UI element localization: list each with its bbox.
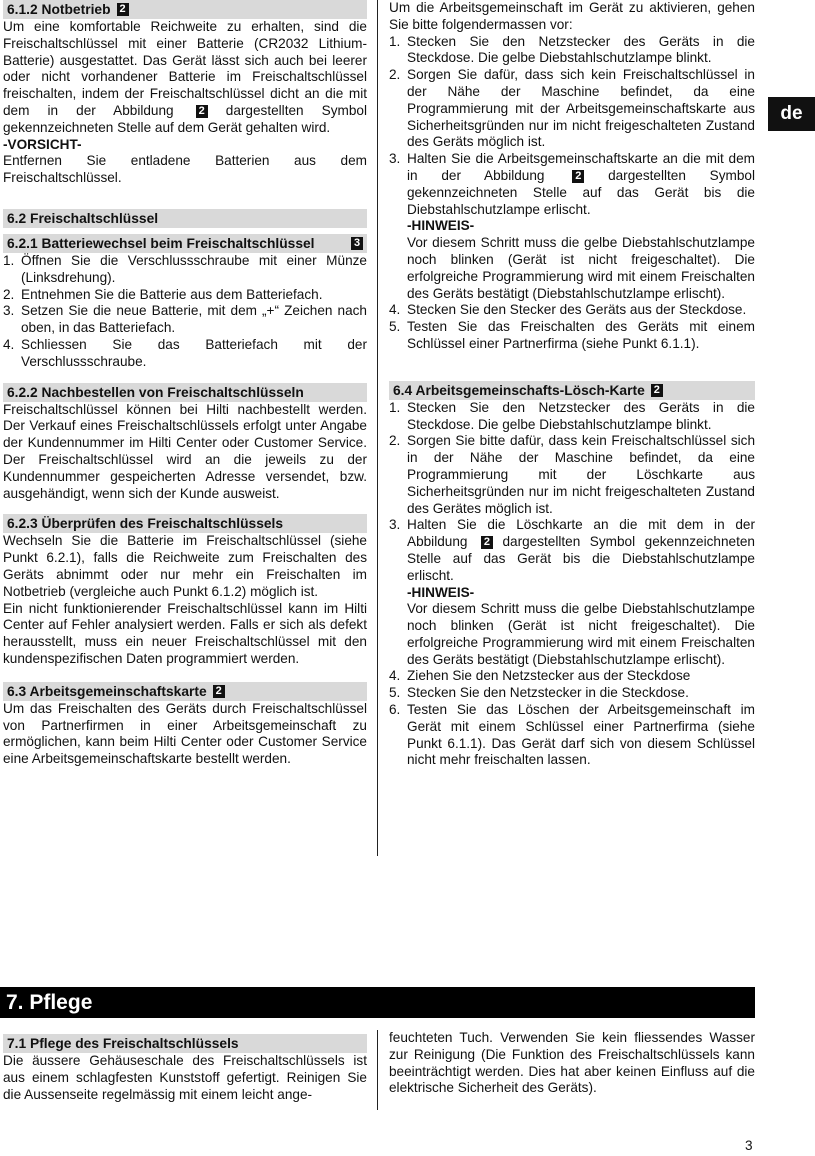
figure-badge: 2 [213,685,225,698]
intro-paragraph: Um die Arbeitsgemeinschaft im Gerät zu aktivieren, gehen Sie bitte folgendermassen vor: [389,0,755,32]
left-column-bottom [3,1034,367,1103]
list-item: 5. Testen Sie das Freischalten des Geräts mit einem Schlüssel einer Partnerfirma (siehe Punkt 6.1.1). [389,319,755,351]
list-item: 2. Sorgen Sie bitte dafür, dass kein Freischaltschlüssel sich in der Nähe der Maschine befindet, da eine Programmierung mit der Löschkarte aus Sicherheitsgründen nur im nicht freigeschalteten Zustand des Gerätes möglich ist. [389,433,755,516]
delete-card-steps [389,400,755,770]
column-divider-top [377,0,378,856]
language-tab: de [768,97,815,131]
list-item: 4. Stecken Sie den Stecker des Geräts aus der Steckdose. [389,302,747,318]
note-text: Vor diesem Schritt muss die gelbe Diebstahlschutzlampe noch blinken (Gerät ist nicht freigeschaltet). Die erfolgreiche Programmierung wird mit einem Freischalten des Geräts bestätigt (Diebstahlschutzlampe erlischt). [407,601,755,667]
activation-steps [389,34,755,353]
list-item: 3. Halten Sie die Löschkarte an die mit dem in der Abbildung 2 dargestellten Symbol gekennzeichneten Stelle auf das Gerät bis die Diebstahlschutzlampe erlischt. -HINWEIS- Vor diesem Schritt muss die gelbe Diebstahlschutzlampe noch blinken (Gerät ist nicht freigeschaltet). Die erfolgreiche Programmierung wird mit einem Freischalten des Geräts bestätigt (Diebstahlschutzlampe erlischt). [389,517,755,667]
paragraph-6-2-3-b: Ein nicht funktionierender Freischaltschlüssel kann im Hilti Center auf Fehler analysiert werden. Falls er sich als defekt herausstellt, muss ein neuer Freischaltschlüssel mit den kundenspezifischen Daten programmiert werden. [3,600,367,666]
right-column-bottom [389,1030,755,1097]
note-title: -HINWEIS- [407,584,475,600]
paragraph-6-2-2: Freischaltschlüssel können bei Hilti nachbestellt werden. Der Verkauf eines Freischaltschlüssels erfolgt unter Angabe der Kundennummer im Hilti Center oder Customer Service. Der Freischaltschlüssel wird an die jeweils zu der Kundennummer gespeicherten Adresse versendet, bzw. ausgehändigt, wenn sich der Kunde ausweist. [3,401,367,501]
right-column [389,0,755,769]
page-number: 3 [745,1138,753,1153]
list-item: 2. Sorgen Sie dafür, dass sich kein Freischaltschlüssel in der Nähe der Maschine befindet, da eine Programmierung mit der Arbeitsgemeinschaftskarte aus Sicherheitsgründen nur im nicht freigeschalteten Zustand des Geräts möglich ist. [389,67,755,150]
figure-badge: 3 [351,237,363,250]
heading-6-2-3: 6.2.3 Überprüfen des Freischaltschlüssels [3,514,367,533]
figure-badge: 2 [481,536,493,549]
figure-badge: 2 [117,3,129,16]
heading-6-4: 6.4 Arbeitsgemeinschafts-Lösch-Karte 2 [389,381,755,400]
heading-6-1-2 [3,0,367,19]
chapter-title: 7. Pflege [0,987,755,1018]
figure-badge: 2 [572,170,584,183]
heading-6-2-2: 6.2.2 Nachbestellen von Freischaltschlüsseln [3,383,367,402]
heading-text: 6.1.2 Notbetrieb [7,2,111,17]
left-column [3,0,367,768]
battery-steps [3,253,367,371]
list-item: 5. Stecken Sie den Netzstecker in die Steckdose. [389,685,689,701]
list-item: 2. Entnehmen Sie die Batterie aus dem Batteriefach. [3,286,323,302]
note-text: Vor diesem Schritt muss die gelbe Diebstahlschutzlampe noch blinken (Gerät ist nicht freigeschaltet). Die erfolgreiche Programmierung wird mit einem Freischalten des Geräts bestätigt (Diebstahlschutzlampe erlischt). [407,235,755,301]
figure-badge: 2 [651,384,663,397]
warning-title: -VORSICHT- [3,136,82,152]
heading-6-3: 6.3 Arbeitsgemeinschaftskarte 2 [3,682,367,701]
paragraph-7-1-a: Die äussere Gehäuseschale des Freischaltschlüssels ist aus einem schlagfesten Kunststoff gefertigt. Reinigen Sie die Aussenseite regelmässig mit einem leicht ange- [3,1053,367,1102]
list-item: 6. Testen Sie das Löschen der Arbeitsgemeinschaft im Gerät mit einem Schlüssel einer Partnerfirma (siehe Punkt 6.1.1). Das Gerät darf sich von diesem Schlüssel nicht mehr freischalten lassen. [389,702,755,768]
list-item: 1. Stecken Sie den Netzstecker des Geräts in die Steckdose. Die gelbe Diebstahlschutzlampe blinkt. [389,33,755,66]
list-item: 4. Ziehen Sie den Netzstecker aus der Steckdose [389,668,691,684]
list-item: 1. Stecken Sie den Netzstecker des Geräts in die Steckdose. Die gelbe Diebstahlschutzlampe blinkt. [389,399,755,432]
paragraph-6-2-3-a: Wechseln Sie die Batterie im Freischaltschlüssel (siehe Punkt 6.2.1), falls die Reichweite zum Freischalten des Geräts abnimmt oder nur mehr ein Freischalten im Notbetrieb (vergleiche auch Punkt 6.1.2) möglich ist. [3,533,367,599]
heading-6-2: 6.2 Freischaltschlüssel [3,209,367,228]
warning-text: Entfernen Sie entladene Batterien aus dem Freischaltschlüssel. [3,153,367,186]
list-item: 3. Setzen Sie die neue Batterie, mit dem „+“ Zeichen nach oben, in das Batteriefach. [3,303,367,336]
column-divider-bottom [377,1030,378,1110]
list-item: 3. Halten Sie die Arbeitsgemeinschaftskarte an die mit dem in der Abbildung 2 dargestellten Symbol gekennzeichneten Stelle auf das Gerät bis die Diebstahlschutzlampe erlischt. -HINWEIS- Vor diesem Schritt muss die gelbe Diebstahlschutzlampe noch blinken (Gerät ist nicht freigeschaltet). Die erfolgreiche Programmierung wird mit einem Freischalten des Geräts bestätigt (Diebstahlschutzlampe erlischt). [389,151,756,301]
note-title: -HINWEIS- [407,218,475,234]
paragraph-6-1-2: Um eine komfortable Reichweite zu erhalten, sind die Freischaltschlüssel mit einer Batterie (CR2032 Lithium-Batterie) ausgestattet. Das Gerät lässt sich auch bei leerer oder nicht vorhandener Batterie im Freischaltschlüssel freischalten, indem der Freischaltschlüssel dicht an die mit dem in der Abbildung 2 dargestellten Symbol gekennzeichneten Stelle auf dem Gerät gehalten wird. [3,19,368,135]
heading-7-1: 7.1 Pflege des Freischaltschlüssels [3,1034,367,1053]
list-item: 1. Öffnen Sie die Verschlussschraube mit einer Münze (Linksdrehung). [3,252,367,285]
paragraph-6-3: Um das Freischalten des Geräts durch Freischaltschlüssel von Partnerfirmen in einer Arbeitsgemeinschaft zu ermöglichen, kann beim Hilti Center oder Customer Service eine Arbeitsgemeinschaftskarte bestellt werden. [3,700,367,767]
figure-badge: 2 [196,105,208,118]
heading-6-2-1: 6.2.1 Batteriewechsel beim Freischaltschlüssel 3 [3,234,367,253]
paragraph-7-1-b: feuchteten Tuch. Verwenden Sie kein fliessendes Wasser zur Reinigung (Die Funktion des Freischaltschlüssels kann beeinträchtigt werden. Dies hat aber keinen Einfluss auf die elektrische Sicherheit des Geräts). [389,1030,755,1096]
list-item: 4. Schliessen Sie das Batteriefach mit der Verschlussschraube. [3,336,367,369]
